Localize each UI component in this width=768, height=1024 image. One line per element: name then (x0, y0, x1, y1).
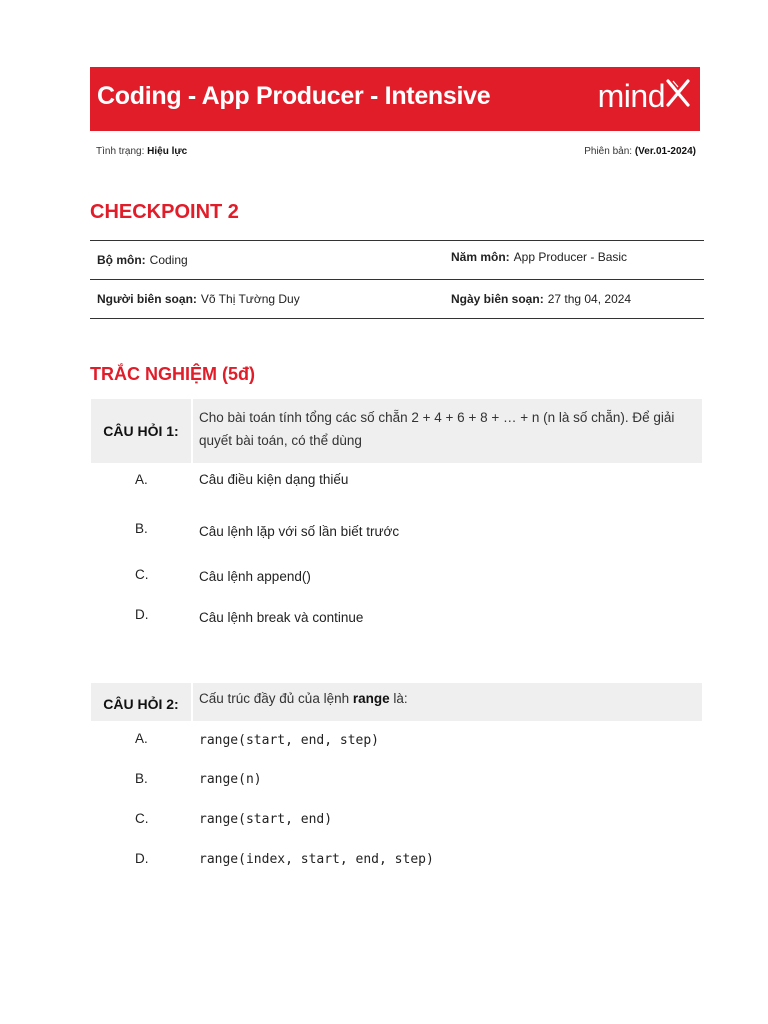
date-value: 27 thg 04, 2024 (547, 292, 632, 306)
status-label: Tình trạng: (96, 146, 145, 157)
question-2-text-after: là: (393, 691, 408, 706)
question-2-keyword: range (352, 691, 390, 706)
date-cell (451, 280, 631, 318)
status-value: Hiệu lực (147, 146, 188, 157)
q2-option-a-letter: A. (135, 731, 148, 746)
year-label: Năm môn: (451, 250, 510, 264)
q1-option-d-letter: D. (135, 607, 149, 622)
q1-option-c-letter: C. (135, 567, 149, 582)
question-2-text (199, 687, 696, 710)
q1-option-c-text: Câu lệnh append() (199, 569, 311, 584)
author-label: Người biên soạn: (97, 292, 197, 306)
question-1-header (91, 399, 702, 463)
q1-option-a-letter: A. (135, 472, 148, 487)
question-2-text-before: Cấu trúc đầy đủ của lệnh (199, 691, 350, 706)
q1-option-b-letter: B. (135, 521, 148, 536)
version-value: (Ver.01-2024) (634, 146, 696, 157)
logo-x-icon (666, 79, 690, 107)
logo-text: mind (597, 77, 665, 114)
info-row-author (90, 280, 704, 319)
q2-option-c-text: range(start, end) (199, 812, 333, 827)
question-divider (191, 399, 193, 463)
question-1-text: Cho bài toán tính tổng các số chẵn 2 + 4 + 6 + 8 + … + n (n là số chẵn). Để giải quyết bài toán, có thể dùng (199, 410, 675, 448)
status-line (96, 146, 187, 157)
document-title: Coding - App Producer - Intensive (97, 82, 491, 110)
year-value: App Producer - Basic (513, 250, 628, 264)
section-title: TRẮC NGHIỆM (5đ) (90, 364, 255, 384)
question-divider (191, 683, 193, 721)
info-table (90, 240, 704, 319)
q1-option-a-text: Câu điều kiện dạng thiếu (199, 472, 349, 487)
version-line (584, 146, 696, 157)
q2-option-b-text: range(n) (199, 772, 262, 787)
logo-x-mark (666, 79, 690, 112)
year-cell (451, 238, 627, 276)
question-2-header (91, 683, 702, 721)
q1-option-b-text: Câu lệnh lặp với số lần biết trước (199, 524, 400, 539)
question-1-label: CÂU HỎI 1: (103, 423, 179, 439)
q2-option-a-text: range(start, end, step) (199, 733, 380, 748)
q1-option-d-text: Câu lệnh break và continue (199, 610, 364, 625)
author-cell (97, 280, 300, 318)
subject-cell (97, 241, 188, 279)
info-row-subject (90, 241, 704, 280)
q2-option-d-text: range(index, start, end, step) (199, 852, 434, 867)
q2-option-d-letter: D. (135, 851, 149, 866)
subject-value: Coding (149, 253, 188, 267)
q2-option-b-letter: B. (135, 771, 148, 786)
author-value: Võ Thị Tường Duy (200, 292, 300, 306)
checkpoint-heading: CHECKPOINT 2 (90, 201, 239, 223)
q2-option-c-letter: C. (135, 811, 149, 826)
version-label: Phiên bản: (584, 146, 633, 157)
mindx-logo (598, 79, 690, 112)
question-2-label: CÂU HỎI 2: (103, 696, 179, 712)
subject-label: Bộ môn: (97, 253, 146, 267)
header-banner (90, 67, 700, 131)
date-label: Ngày biên soạn: (451, 292, 544, 306)
